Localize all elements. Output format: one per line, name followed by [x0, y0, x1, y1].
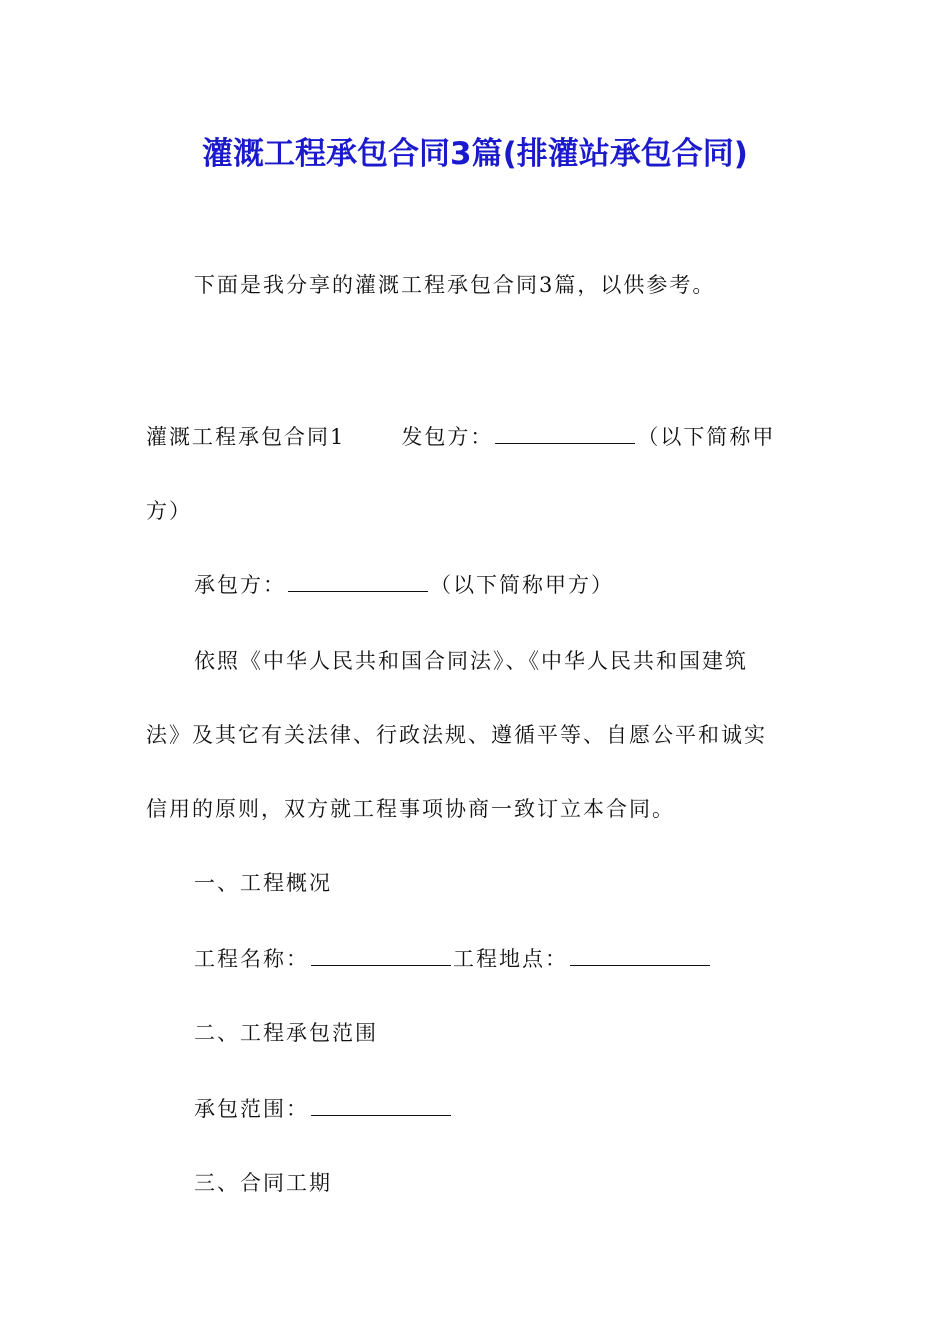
document-title: 灌溉工程承包合同3篇(排灌站承包合同) [202, 136, 748, 172]
contractor-line [194, 570, 614, 600]
section-2-heading: 二、工程承包范围 [194, 1021, 378, 1045]
scope-label: 承包范围： [194, 1097, 309, 1121]
issuer-suffix: （以下简称甲 [637, 425, 776, 449]
scope-blank [311, 1094, 451, 1116]
project-info-line [194, 944, 712, 974]
contractor-suffix: （以下简称甲方） [430, 573, 614, 597]
scope-line [194, 1094, 453, 1124]
basis-paragraph-line-3: 信用的原则，双方就工程事项协商一致订立本合同。 [146, 797, 675, 821]
contract-1-issuer-line [146, 422, 775, 452]
project-name-blank [311, 944, 451, 966]
issuer-blank [495, 422, 635, 444]
contractor-blank [288, 570, 428, 592]
contract-1-heading: 灌溉工程承包合同1 [146, 425, 346, 449]
section-1-heading: 一、工程概况 [194, 871, 332, 895]
contractor-label: 承包方： [194, 573, 286, 597]
intro-paragraph: 下面是我分享的灌溉工程承包合同3篇，以供参考。 [194, 273, 716, 297]
project-location-label: 工程地点： [453, 947, 568, 971]
section-3-heading: 三、合同工期 [194, 1171, 332, 1195]
project-location-blank [570, 944, 710, 966]
issuer-suffix-continuation: 方） [146, 499, 192, 523]
basis-paragraph-line-1: 依照《中华人民共和国合同法》、《中华人民共和国建筑 [194, 649, 748, 673]
issuer-label: 发包方： [401, 425, 494, 449]
basis-paragraph-line-2: 法》及其它有关法律、行政法规、遵循平等、自愿公平和诚实 [146, 723, 767, 747]
project-name-label: 工程名称： [194, 947, 309, 971]
